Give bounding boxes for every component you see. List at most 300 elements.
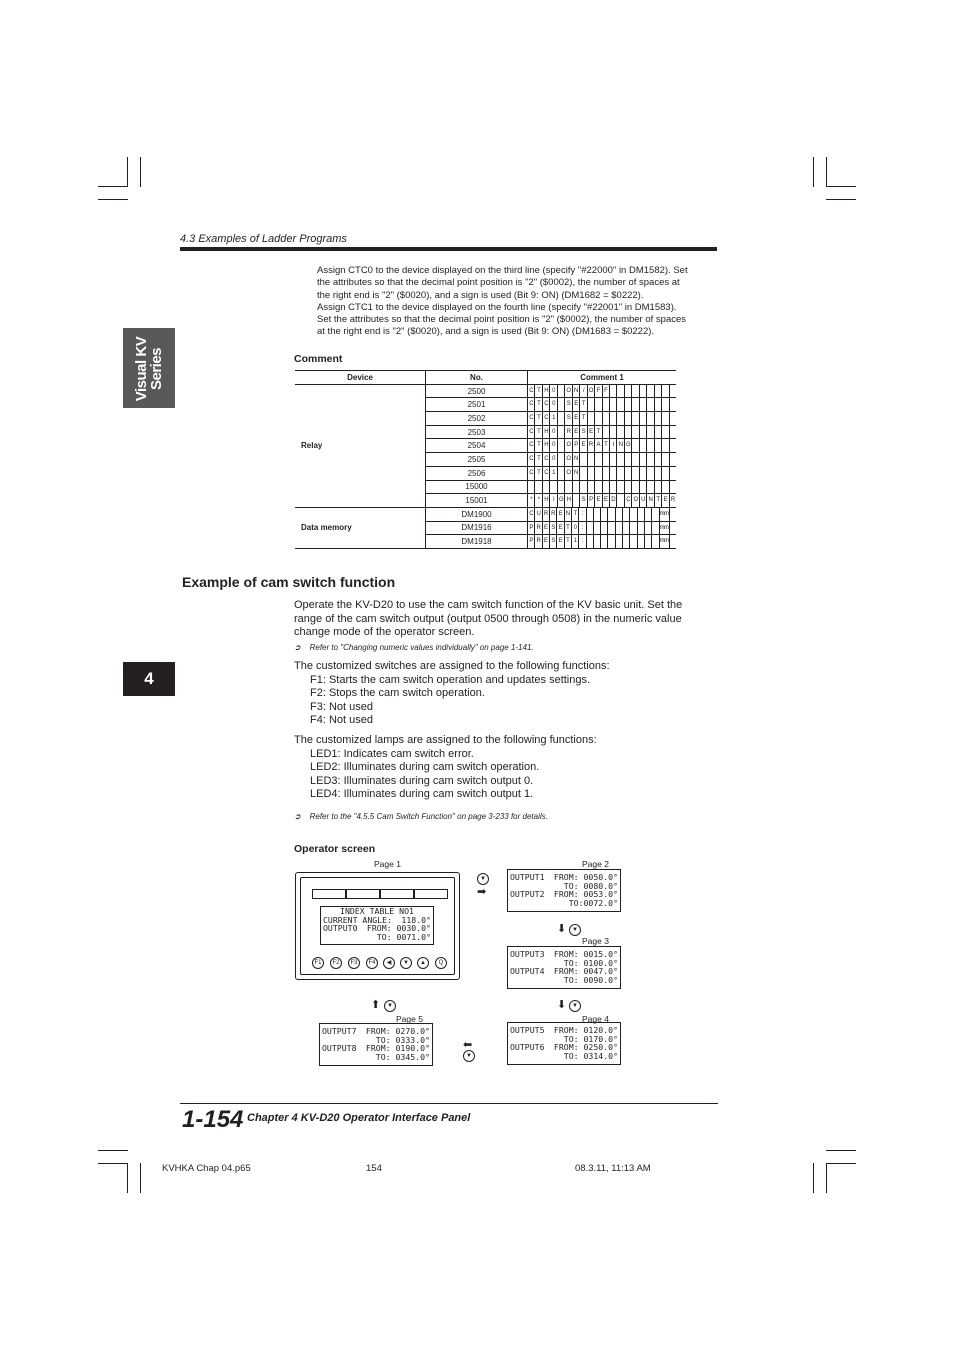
char-cell [557,412,564,425]
table-row [295,384,676,398]
device-no: 15001 [426,494,528,508]
char-cell [669,398,676,411]
char-cell: H [542,385,549,398]
char-cell [586,522,593,535]
char-cell: F [594,385,601,398]
device-no: 2503 [426,425,528,439]
char-cell [661,467,668,480]
switch-intro: The customized switches are assigned to the following functions: [294,660,610,672]
char-cell [602,467,609,480]
char-cell: E [602,494,609,507]
comment-cells [528,480,677,494]
char-cell [602,398,609,411]
char-cell [600,508,607,521]
lamp-led3 [380,889,414,899]
header-rule [180,247,717,251]
char-cell [549,481,556,494]
to-value: TO: 0170.0° [563,1033,618,1044]
crop-mark [826,1163,856,1164]
char-cell [616,494,623,507]
down-button[interactable]: ▼ [400,957,412,969]
from-value: FROM: 0120.0° [553,1025,618,1035]
comment-cells [528,439,677,453]
sheet-number: 154 [366,1163,382,1174]
char-cell [637,508,644,521]
char-cell: H [542,439,549,452]
lamp-led1 [312,889,346,899]
output-name: OUTPUT2 [510,889,545,899]
char-cell [600,522,607,535]
char-cell: I [549,494,556,507]
char-cell [654,398,661,411]
char-cell [542,481,549,494]
char-cell [624,481,631,494]
reference-text: Refer to the "4.5.5 Cam Switch Function" on page 3-233 for details. [309,812,548,821]
char-cell [669,522,676,535]
char-cell [644,535,651,548]
char-cell: O [564,453,571,466]
char-cell: E [661,494,668,507]
from-value: FROM: 0053.0° [553,889,618,899]
char-cell: T [579,412,586,425]
up-arrow-icon: ⬆ [371,999,381,1011]
page5-label: Page 5 [396,1014,423,1024]
crop-mark [98,1150,128,1151]
down-key-icon: ▼ [463,1050,475,1062]
char-cell [587,467,594,480]
char-cell: A [594,439,601,452]
char-cell: E [572,426,579,439]
char-cell: O [587,385,594,398]
char-cell [631,481,638,494]
down-key-icon: ▼ [569,924,581,936]
char-cell [602,426,609,439]
side-tab-line2: Series [148,347,165,391]
to-value: TO: 0314.0° [563,1050,618,1061]
char-cell: : [578,522,585,535]
down-arrow-icon: ⬇ [557,999,567,1011]
page1-line4: TO: 0071.0° [376,931,431,942]
switch-item: F2: Stops the cam switch operation. [310,687,485,700]
char-cell: O [564,439,571,452]
char-cell: : [578,508,585,521]
char-cell: O [564,385,571,398]
char-cell [654,453,661,466]
output-name: OUTPUT3 [510,949,545,959]
char-cell [557,426,564,439]
intro-paragraph [317,265,717,339]
char-cell [593,508,600,521]
char-cell [669,385,676,398]
char-cell: N [572,467,579,480]
crop-mark [98,199,128,200]
to-value: TO: 0090.0° [563,974,618,985]
reference-note: ➲ Refer to the "4.5.5 Cam Switch Function" on page 3-233 for details. [294,812,548,821]
char-cell [644,522,651,535]
char-cell: 1 [571,535,578,548]
char-cell [651,522,658,535]
char-cell: 0 [549,385,556,398]
char-cell: E [572,412,579,425]
char-cell [654,481,661,494]
char-cell [594,481,601,494]
f3-button[interactable]: F3 [348,957,360,969]
comment-cells [528,425,677,439]
from-value: FROM: 0050.0° [553,872,618,882]
crop-mark [98,186,128,187]
device-no: DM1916 [426,521,528,535]
comment-cells [528,507,677,521]
down-arrow-icon: ⬇ [557,923,567,935]
char-cell [609,385,616,398]
chapter-tab: 4 [123,662,175,696]
col-no: No. [426,371,528,385]
char-cell: T [534,412,541,425]
char-cell [637,522,644,535]
char-cell: P [529,538,533,545]
char-cell [594,412,601,425]
char-cell: : [578,535,585,548]
footer-rule [180,1103,718,1104]
char-cell [629,535,636,548]
char-cell: 0 [571,522,578,535]
char-cell: T [579,398,586,411]
char-cell [600,535,607,548]
comment-cells [528,412,677,426]
char-cell [616,398,623,411]
char-cell [639,453,646,466]
char-cell [631,398,638,411]
char-cell [669,467,676,480]
page2-label: Page 2 [582,859,609,869]
char-cell [607,535,614,548]
char-cell [669,481,676,494]
char-cell [609,412,616,425]
char-cell: * [530,497,533,504]
char-cell: C [542,453,549,466]
lamp-item: LED4: Illuminates during cam switch output 1. [310,788,534,801]
char-cell: C [529,442,534,449]
char-cell [622,508,629,521]
char-cell: E [587,426,594,439]
char-cell: E [542,535,549,548]
to-value: TO: 0333.0° [375,1034,430,1045]
char-cell: O [631,494,638,507]
comment-cells [528,466,677,480]
crop-mark [826,1150,856,1151]
char-cell: C [529,428,534,435]
char-cell: T [534,398,541,411]
char-cell: U [639,494,646,507]
device-no: 2501 [426,398,528,412]
device-no: 2500 [426,384,528,398]
char-cell [622,522,629,535]
intro-line: Set the attributes so that the decimal point position is "2" ($0002), the number of spaces [317,314,687,326]
output-name: OUTPUT5 [510,1025,545,1035]
char-cell: mm [659,535,669,548]
char-cell [629,522,636,535]
char-cell [631,467,638,480]
switch-list [294,660,714,728]
char-cell [631,453,638,466]
char-cell [557,481,564,494]
device-no: 2505 [426,453,528,467]
char-cell: * [534,494,541,507]
operate-line: change mode of the operator screen. [294,626,475,639]
char-cell [609,398,616,411]
char-cell: N [572,453,579,466]
char-cell [587,481,594,494]
char-cell: T [571,508,578,521]
char-cell: N [646,494,653,507]
char-cell: C [542,412,549,425]
reference-text: Refer to "Changing numeric values individually" on page 1-141. [309,643,534,652]
to-value: TO:0072.0° [568,897,618,908]
output-name: OUTPUT8 [322,1043,357,1053]
device-no: 15000 [426,480,528,494]
char-cell [646,398,653,411]
char-cell [646,467,653,480]
char-cell: mm [659,508,669,521]
intro-line: the right end is "2" ($0020), and a sign is used (Bit 9: ON) (DM1682 = $0222). [317,289,644,301]
char-cell [615,535,622,548]
char-cell: T [654,494,661,507]
running-header: 4.3 Examples of Ladder Programs [180,233,347,245]
char-cell [661,385,668,398]
menu-button[interactable]: Q [435,957,447,969]
char-cell [661,412,668,425]
f4-button[interactable]: F4 [366,957,378,969]
char-cell: S [579,426,586,439]
char-cell [586,508,593,521]
char-cell [654,426,661,439]
switch-item: F4: Not used [310,714,373,727]
char-cell: 0 [549,398,556,411]
char-cell [624,467,631,480]
char-cell [557,439,564,452]
char-cell: C [529,401,534,408]
col-comment: Comment 1 [528,371,677,385]
char-cell: R [542,508,549,521]
char-cell: P [587,494,594,507]
crop-mark [127,1163,128,1193]
char-cell [639,439,646,452]
lamp-intro: The customized lamps are assigned to the following functions: [294,734,597,746]
char-cell [654,467,661,480]
char-cell: E [579,439,586,452]
switch-item: F1: Starts the cam switch operation and updates settings. [310,673,591,686]
crop-mark [826,157,827,187]
char-cell: T [534,467,541,480]
char-cell [579,481,586,494]
char-cell: 1 [549,467,556,480]
from-value: FROM: 0047.0° [553,966,618,976]
output-name: OUTPUT1 [510,872,545,882]
char-cell [651,508,658,521]
char-cell [557,385,564,398]
section-title: Example of cam switch function [182,574,396,590]
char-cell [624,412,631,425]
char-cell [593,535,600,548]
char-cell: H [564,494,571,507]
intro-line: the attributes so that the decimal point position is "2" ($0002), the number of spaces at [317,277,680,289]
f1-button[interactable]: F1 [312,957,324,969]
comment-cells [528,453,677,467]
char-cell: H [542,426,549,439]
page3-screen [507,946,621,989]
device-relay: Relay [295,384,426,507]
char-cell [639,481,646,494]
operate-line: range of the cam switch output (output 0500 through 0508) in the numeric value [294,612,682,625]
crop-mark [140,1163,141,1193]
char-cell [629,508,636,521]
char-cell: R [534,522,541,535]
char-cell [646,426,653,439]
side-tab-line1: Visual KV [133,336,150,402]
char-cell: R [587,439,594,452]
char-cell [609,481,616,494]
device-no: 2502 [426,412,528,426]
char-cell: T [534,453,541,466]
char-cell [572,494,579,507]
char-cell: E [556,522,563,535]
char-cell [669,426,676,439]
crop-mark [826,1163,827,1193]
char-cell [646,412,653,425]
comment-cells [528,535,677,549]
char-cell [534,481,541,494]
char-cell [639,467,646,480]
down-key-icon: ▼ [384,1000,396,1012]
device-data-memory: Data memory [295,507,426,548]
comment-cells [528,384,677,398]
to-value: TO: 0080.0° [563,880,618,891]
char-cell: R [669,494,676,507]
output-name: OUTPUT6 [510,1042,545,1052]
back-button[interactable]: ◀ [383,957,395,969]
char-cell [646,481,653,494]
char-cell: 1 [549,412,556,425]
char-cell [644,508,651,521]
char-cell [602,412,609,425]
operate-line: Operate the KV-D20 to use the cam switch function of the KV basic unit. Set the [294,599,683,611]
char-cell: U [534,508,541,521]
char-cell [579,467,586,480]
char-cell [651,535,658,548]
char-cell [669,439,676,452]
char-cell [607,522,614,535]
char-cell [639,412,646,425]
page3-label: Page 3 [582,936,609,946]
char-cell [646,453,653,466]
char-cell: S [579,494,586,507]
char-cell [631,412,638,425]
lamp-item: LED2: Illuminates during cam switch operation. [310,761,540,774]
char-cell [616,481,623,494]
char-cell [615,522,622,535]
from-value: FROM: 0270.0° [365,1026,430,1036]
char-cell [669,453,676,466]
char-cell [631,385,638,398]
char-cell [607,508,614,521]
char-cell: R [534,535,541,548]
char-cell: E [542,522,549,535]
char-cell: H [542,494,549,507]
char-cell [594,398,601,411]
char-cell: C [529,469,534,476]
char-cell: T [534,385,541,398]
char-cell: I [609,439,616,452]
intro-line: at the right end is "2" ($0020), and a sign is used (Bit 9: ON) (DM1683 = $0222). [317,326,655,338]
crop-mark [127,157,128,187]
f2-button[interactable]: F2 [330,957,342,969]
char-cell: T [564,522,571,535]
char-cell: S [549,522,556,535]
char-cell: 0 [549,439,556,452]
page4-screen [507,1022,621,1065]
file-name: KVHKA Chap 04.p65 [162,1163,251,1174]
output-name: OUTPUT7 [322,1026,357,1036]
char-cell [637,535,644,548]
char-cell [557,467,564,480]
char-cell [557,398,564,411]
char-cell [654,412,661,425]
char-cell: T [602,439,609,452]
char-cell [616,385,623,398]
char-cell [602,481,609,494]
char-cell: T [564,535,571,548]
char-cell: C [529,456,534,463]
page1-screen [320,906,434,945]
crop-mark [826,199,856,200]
char-cell [654,385,661,398]
char-cell: R [564,426,571,439]
crop-mark [826,186,856,187]
comment-cells [528,521,677,535]
char-cell [639,426,646,439]
char-cell [586,535,593,548]
char-cell: S [549,535,556,548]
down-key-icon: ▼ [569,1000,581,1012]
char-cell [631,426,638,439]
char-cell [661,439,668,452]
from-value: FROM: 0250.0° [553,1042,618,1052]
char-cell [622,535,629,548]
char-cell [594,453,601,466]
char-cell: S [564,412,571,425]
char-cell [616,426,623,439]
char-cell [624,385,631,398]
output-name: OUTPUT4 [510,966,545,976]
page-number: 1-154 [182,1106,244,1133]
char-cell [616,412,623,425]
char-cell [669,412,676,425]
lamp-led2 [346,889,380,899]
page1-label: Page 1 [374,859,401,869]
comment-label: Comment [294,353,343,365]
char-cell: P [529,524,533,531]
lamp-item: LED1: Indicates cam switch error. [310,747,474,760]
char-cell [572,481,579,494]
char-cell [639,398,646,411]
to-value: TO: 0345.0° [375,1051,430,1062]
char-cell [624,398,631,411]
to-value: TO: 0100.0° [563,957,618,968]
char-cell [661,481,668,494]
lamp-led4 [414,889,448,899]
reference-note: ➲ Refer to "Changing numeric values individually" on page 1-141. [294,643,534,652]
up-button[interactable]: ▲ [417,957,429,969]
